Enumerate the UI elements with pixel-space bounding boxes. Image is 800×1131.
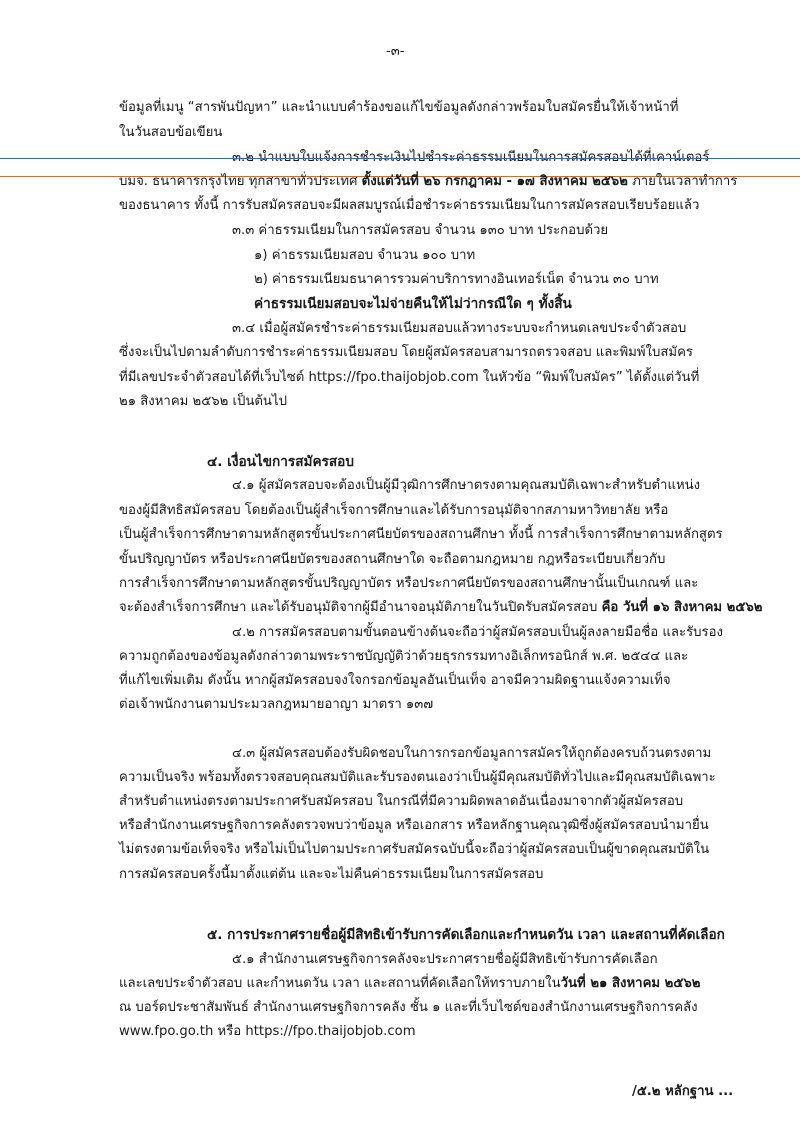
date-range: ตั้งแต่วันที่ ๒๖ กรกฎาคม - ๑๗ สิงหาคม ๒๕๖๒ (361, 174, 628, 189)
paragraph-4-1-line (119, 598, 762, 618)
section-5-heading: ๕. การประกาศรายชื่อผู้มีสิทธิเข้ารับการคัดเลือกและกำหนดวัน เวลา และสถานที่คัดเลือก (207, 927, 725, 943)
paragraph-4-2-line: ความถูกต้องของข้อมูลดังกล่าวตามพระราชบัญญัติว่าด้วยธุรกรรมทางอิเล็กทรอนิกส์ พ.ศ. ๒๕๔๔ และ (119, 649, 689, 664)
paragraph-4-2-line: ที่แก้ไขเพิ่มเติม ดังนั้น หากผู้สมัครสอบจงใจกรอกข้อมูลอันเป็นเท็จ อาจมีความผิดฐานแจ้งความเท็จ (119, 673, 671, 688)
no-refund-notice: ค่าธรรมเนียมสอบจะไม่จ่ายคืนให้ไม่ว่ากรณีใด ๆ ทั้งสิ้น (254, 296, 572, 312)
paragraph-4-1-line: ของผู้มีสิทธิสมัครสอบ โดยต้องเป็นผู้สำเร็จการศึกษาและได้รับการอนุมัติจากสภามหาวิทยาลัย หรือ (119, 503, 669, 518)
paragraph-3-4-line: ๓.๔ เมื่อผู้สมัครชำระค่าธรรมเนียมสอบแล้วทางระบบจะกำหนดเลขประจำตัวสอบ (232, 321, 687, 336)
paragraph-3-4-line: ที่มีเลขประจำตัวสอบได้ที่เว็บไซต์ https://fpo.thaijobjob.com ในหัวข้อ “พิมพ์ใบสมัคร” ได้ตั้งแต่วันที่ (119, 370, 700, 385)
paragraph-4-1-line: ๔.๑ ผู้สมัครสอบจะต้องเป็นผู้มีวุฒิการศึกษาตรงตามคุณสมบัติเฉพาะสำหรับตำแหน่ง (232, 478, 701, 493)
paragraph-5-1-line: www.fpo.go.th หรือ https://fpo.thaijobjob.com (119, 1024, 416, 1039)
section-4-heading: ๔. เงื่อนไขการสมัครสอบ (207, 454, 354, 470)
paragraph-4-2-line: ๔.๒ การสมัครสอบตามขั้นตอนข้างต้นจะถือว่าผู้สมัครสอบเป็นผู้ลงลายมือชื่อ และรับรอง (232, 625, 723, 640)
paragraph-3-2-line: ๓.๒ นำแบบใบแจ้งการชำระเงินไปชำระค่าธรรมเนียมในการสมัครสอบได้ที่เคาน์เตอร์ (232, 150, 710, 165)
paragraph-3-2-line: ของธนาคาร ทั้งนี้ การรับสมัครสอบจะมีผลสมบูรณ์เมื่อชำระค่าธรรมเนียมในการสมัครสอบเรียบร้อยแล้ว (119, 198, 700, 213)
date-range-suffix: ภายในเวลาทำการ (627, 174, 738, 189)
deadline-date: คือ วันที่ ๑๖ สิงหาคม ๒๕๖๒ (601, 600, 763, 615)
paragraph-4-2-line: ต่อเจ้าพนักงานตามประมวลกฎหมายอาญา มาตรา ๑๓๗ (119, 697, 434, 712)
paragraph-line: ข้อมูลที่เมนู “สารพันปัญหา” และนำแบบคำร้องขอแก้ไขข้อมูลดังกล่าวพร้อมใบสมัครยื่นให้เจ้าหน้าที่ (119, 100, 679, 115)
fee-item: ๑) ค่าธรรมเนียมสอบ จำนวน ๑๐๐ บาท (254, 248, 476, 263)
fee-item: ๒) ค่าธรรมเนียมธนาคารรวมค่าบริการทางอินเทอร์เน็ต จำนวน ๓๐ บาท (254, 272, 659, 287)
paragraph-5-1-line: ๕.๑ สำนักงานเศรษฐกิจการคลังจะประกาศรายชื่อผู้มีสิทธิเข้ารับการคัดเลือก (232, 952, 658, 967)
paragraph-4-3-line: สำหรับตำแหน่งตรงตามประกาศรับสมัครสอบ ในกรณีที่มีความผิดพลาดอันเนื่องมาจากตัวผู้สมัครสอบ (119, 794, 684, 809)
paragraph-4-3-line: หรือสำนักงานเศรษฐกิจการคลังตรวจพบว่าข้อมูล หรือเอกสาร หรือหลักฐานคุณวุฒิซึ่งผู้สมัครสอบนำมายื่น (119, 818, 709, 833)
paragraph-3-2-line (119, 172, 737, 192)
paragraph-5-1-line: ณ บอร์ดประชาสัมพันธ์ สำนักงานเศรษฐกิจการคลัง ชั้น ๑ และที่เว็บไซต์ของสำนักงานเศรษฐกิจการคลัง (119, 1000, 698, 1015)
paragraph-line: ในวันสอบข้อเขียน (119, 125, 223, 140)
deadline-prefix: จะต้องสำเร็จการศึกษา และได้รับอนุมัติจากผู้มีอำนาจอนุมัติภายในวันปิดรับสมัครสอบ (119, 600, 602, 615)
continuation-footer: /๕.๒ หลักฐาน ... (632, 1084, 734, 1099)
paragraph-4-3-line: ๔.๓ ผู้สมัครสอบต้องรับผิดชอบในการกรอกข้อมูลการสมัครให้ถูกต้องครบถ้วนตรงตาม (232, 746, 712, 761)
page-number: -๓- (386, 44, 405, 59)
date-range-prefix: บมจ. ธนาคารกรุงไทย ทุกสาขาทั่วประเทศ (119, 174, 362, 189)
announcement-prefix: และเลขประจำตัวสอบ และกำหนดวัน เวลา และสถานที่คัดเลือกให้ทราบภายใน (119, 976, 561, 991)
paragraph-4-1-line: เป็นผู้สำเร็จการศึกษาตามหลักสูตรขั้นประกาศนียบัตรของสถานศึกษา ทั้งนี้ การสำเร็จการศึกษาตามหลักสูตร (119, 527, 723, 542)
paragraph-3-4-line: ซึ่งจะเป็นไปตามลำดับการชำระค่าธรรมเนียมสอบ โดยผู้สมัครสอบสามารถตรวจสอบ และพิมพ์ใบสมัคร (119, 345, 694, 360)
scan-line-blue (0, 158, 800, 159)
paragraph-4-3-line: ความเป็นจริง พร้อมทั้งตรวจสอบคุณสมบัติและรับรองตนเองว่าเป็นผู้มีคุณสมบัติทั่วไปและมีคุณสมบัติเฉพาะ (119, 770, 716, 785)
paragraph-3-4-line: ๒๑ สิงหาคม ๒๕๖๒ เป็นต้นไป (119, 394, 287, 409)
paragraph-3-3-line: ๓.๓ ค่าธรรมเนียมในการสมัครสอบ จำนวน ๑๓๐ บาท ประกอบด้วย (232, 223, 609, 238)
paragraph-5-1-line (119, 974, 700, 994)
paragraph-4-1-line: การสำเร็จการศึกษาตามหลักสูตรขั้นปริญญาบัตร หรือประกาศนียบัตรของสถานศึกษานั้นเป็นเกณฑ์ และ (119, 576, 699, 591)
paragraph-4-3-line: การสมัครสอบครั้งนี้มาตั้งแต่ต้น และจะไม่คืนค่าธรรมเนียมในการสมัครสอบ (119, 867, 544, 882)
announcement-date: วันที่ ๒๑ สิงหาคม ๒๕๖๒ (560, 976, 701, 991)
paragraph-4-1-line: ขั้นปริญญาบัตร หรือประกาศนียบัตรของสถานศึกษาใด จะถือตามกฎหมาย กฎหรือระเบียบเกี่ยวกับ (119, 552, 666, 567)
paragraph-4-3-line: ไม่ตรงตามข้อเท็จจริง หรือไม่เป็นไปตามประกาศรับสมัครฉบับนี้จะถือว่าผู้สมัครสอบเป็นผู้ขาดคุณสมบัติใน (119, 842, 710, 857)
